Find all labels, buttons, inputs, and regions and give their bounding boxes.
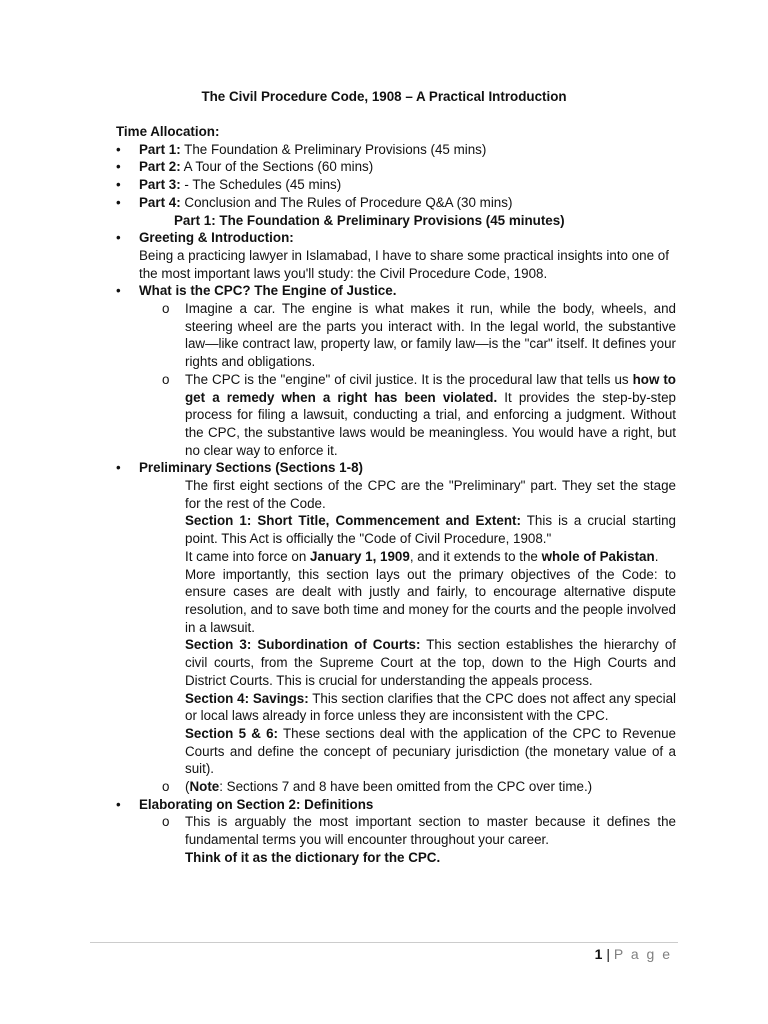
sub-list-item	[116, 778, 676, 796]
sub-bullet-marker: o	[162, 779, 170, 795]
section4-paragraph	[116, 690, 676, 725]
page-footer	[595, 946, 672, 964]
footer-divider	[90, 942, 678, 943]
sub-bullet-marker: o	[162, 301, 170, 317]
list-item	[116, 282, 676, 300]
list-item	[116, 176, 676, 194]
part-text: - The Schedules (45 mins)	[180, 177, 342, 193]
bullet-marker: •	[116, 460, 121, 476]
greeting-text: Being a practicing lawyer in Islamabad, I have to share some practical insights into one of the most important laws you'll study: the Civil Procedure Code, 1908.	[139, 247, 669, 281]
part-text: The Foundation & Preliminary Provisions (45 mins)	[180, 141, 487, 157]
sub-list-item	[116, 371, 676, 460]
bullet-marker: •	[116, 177, 121, 193]
section56-paragraph	[116, 725, 676, 778]
section1-paragraph	[116, 512, 676, 547]
preliminary-heading: Preliminary Sections (Sections 1-8)	[139, 460, 363, 476]
document-title: The Civil Procedure Code, 1908 – A Practical Introduction	[201, 89, 567, 104]
page-label: P a g e	[613, 946, 672, 962]
part-label: Part 2:	[139, 159, 181, 175]
part-label: Part 1:	[139, 141, 181, 157]
section2-text: This is arguably the most important section to master because it defines the fundamental terms you will encounter throughout your career.	[185, 814, 676, 848]
page-number: 1	[594, 946, 603, 962]
section3-paragraph	[116, 636, 676, 689]
list-item	[116, 459, 676, 477]
section56-text: These sections deal with the application of the CPC to Revenue Courts and define the concept of pecuniary jurisdiction (the monetary value of a suit).	[185, 725, 676, 777]
list-item	[116, 229, 676, 247]
bullet-marker: •	[116, 283, 121, 299]
part-label: Part 3:	[139, 177, 181, 193]
preliminary-intro: The first eight sections of the CPC are the "Preliminary" part. They set the stage for the rest of the Code.	[185, 478, 676, 511]
sub-bullet-marker: o	[162, 814, 170, 830]
cpc-engine-heading: What is the CPC? The Engine of Justice.	[139, 283, 397, 299]
page-separator: |	[602, 946, 614, 962]
section2-dictionary: Think of it as the dictionary for the CPC.	[185, 849, 441, 865]
part1-heading: Part 1: The Foundation & Preliminary Provisions (45 minutes)	[174, 212, 565, 228]
section1-force-end: .	[654, 548, 659, 564]
objectives-paragraph: More importantly, this section lays out the primary objectives of the Code: to ensure cases are dealt with justly and fairly, to encourage alternative dispute resolution, and to save both time and money for the courts and the people involved in a lawsuit.	[185, 566, 676, 635]
note-open: (	[185, 779, 190, 795]
section1-text: This is a crucial starting point. This Act is officially the "Code of Civil Procedure, 1908."	[185, 513, 676, 547]
part-text: Conclusion and The Rules of Procedure Q&A (30 mins)	[180, 194, 513, 210]
cpc-engine-item2-emphasis: how to get a remedy when a right has been violated.	[185, 371, 676, 405]
section4-label: Section 4: Savings:	[185, 690, 309, 706]
note-label: Note	[189, 779, 220, 795]
section56-label: Section 5 & 6:	[185, 725, 279, 741]
sub-list-item	[116, 813, 676, 848]
section1-label: Section 1: Short Title, Commencement and Extent:	[185, 513, 521, 529]
bullet-marker: •	[116, 230, 121, 246]
part-text: A Tour of the Sections (60 mins)	[180, 159, 374, 175]
document-body	[116, 123, 676, 867]
section1-force-text-b: , and it extends to the	[409, 548, 542, 564]
time-allocation-heading: Time Allocation:	[116, 124, 220, 139]
cpc-engine-item2-text: The CPC is the "engine" of civil justice. It is the procedural law that tells us	[185, 371, 633, 387]
list-item	[116, 194, 676, 212]
section1-extent: whole of Pakistan	[541, 548, 655, 564]
note-text: : Sections 7 and 8 have been omitted from the CPC over time.)	[219, 779, 593, 795]
section1-force-text: It came into force on	[185, 548, 311, 564]
cpc-engine-item1: Imagine a car. The engine is what makes it run, while the body, wheels, and steering wheel are the parts you interact with. In the legal world, the substantive law—like contract law, property law, or family law—is the "car" itself. It defines your rights and obligations.	[185, 301, 676, 370]
list-item	[116, 796, 676, 814]
cpc-engine-item2-rest: It provides the step-by-step process for filing a lawsuit, conducting a trial, and enforcing a judgment. Without the CPC, the substantive laws would be meaningless. You would have a right, but no clear way to enforce it.	[185, 389, 676, 458]
sub-bullet-marker: o	[162, 371, 170, 387]
section1-force-date: January 1, 1909	[310, 548, 410, 564]
section3-label: Section 3: Subordination of Courts:	[185, 637, 421, 653]
bullet-marker: •	[116, 194, 121, 210]
list-item	[116, 158, 676, 176]
part-label: Part 4:	[139, 194, 181, 210]
section3-text: This section establishes the hierarchy of civil courts, from the Supreme Court at the top, down to the High Courts and District Courts. This is crucial for understanding the appeals process.	[185, 637, 676, 688]
section2-heading: Elaborating on Section 2: Definitions	[139, 796, 374, 812]
section1-force-paragraph	[116, 548, 676, 566]
section4-text: This section clarifies that the CPC does not affect any special or local laws already in force unless they are inconsistent with the CPC.	[185, 690, 676, 724]
greeting-heading: Greeting & Introduction:	[139, 230, 294, 246]
bullet-marker: •	[116, 159, 121, 175]
bullet-marker: •	[116, 796, 121, 812]
list-item	[116, 141, 676, 159]
bullet-marker: •	[116, 141, 121, 157]
sub-list-item	[116, 300, 676, 371]
